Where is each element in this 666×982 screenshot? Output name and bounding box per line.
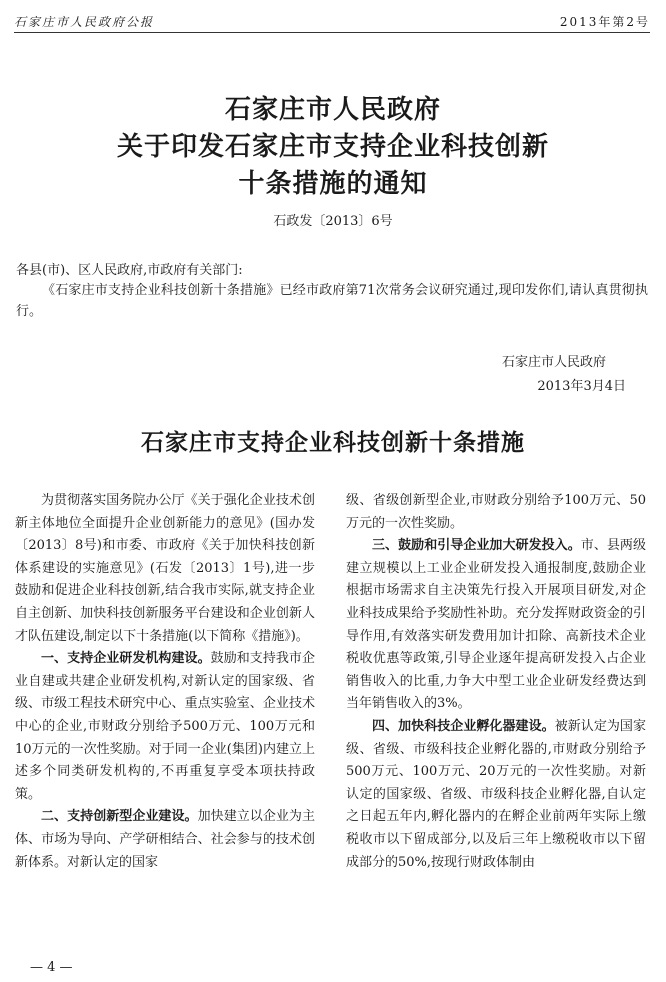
measure-text: 加快建立以企业为主体、市场为导向、产学研相结合、社会参与的技术创新体系。对新认定的国家 bbox=[15, 809, 315, 870]
notice-title-line: 关于印发石家庄市支持企业科技创新 bbox=[116, 132, 549, 162]
issue-number: 2013年第2号 bbox=[559, 15, 650, 29]
measure-text: 鼓励和支持我市企业自建或共建企业研发机构,对新认定的国家级、省级、市级工程技术研究中心、重点实验室、企业技术中心的企业,市财政分别给予500万元、100万元和10万元的一次性奖励。对于同一企业(集团)内建立上述多个同类研发机构的,不再重复享受本项扶持政策。 bbox=[15, 651, 315, 802]
running-header bbox=[14, 10, 650, 33]
measure-item-3 bbox=[346, 535, 646, 716]
measure-heading: 二、支持创新型企业建设。 bbox=[41, 809, 198, 825]
measure-item-1 bbox=[15, 648, 315, 806]
measure-item-2-continued: 级、省级创新型企业,市财政分别给予100万元、50万元的一次性奖励。 bbox=[346, 493, 646, 531]
notice-title bbox=[0, 92, 666, 203]
notice-body: 《石家庄市支持企业科技创新十条措施》已经市政府第71次常务会议研究通过,现印发你们,请认真贯彻执行。 bbox=[16, 283, 648, 319]
measure-heading: 一、支持企业研发机构建设。 bbox=[41, 651, 211, 667]
measure-text: 市、县两级建立规模以上工业企业研发投入通报制度,鼓励企业根据市场需求自主决策先行投入开展项目研发,对企业科技成果给予奖励性补助。充分发挥财政资金的引导作用,有效落实研发费用加计扣除、高新技术企业税收优惠等政策,引导企业逐年提高研发投入占企业销售收入的比重,力争大中型工业企业研发经费达到当年销售收入的3%。 bbox=[346, 538, 646, 712]
measure-item-4 bbox=[346, 716, 646, 874]
notice-title-line: 石家庄市人民政府 bbox=[224, 95, 441, 125]
publication-name: 石家庄市人民政府公报 bbox=[14, 15, 155, 29]
measure-heading: 三、鼓励和引导企业加大研发投入。 bbox=[372, 538, 581, 554]
document-number: 石政发〔2013〕6号 bbox=[273, 214, 393, 229]
issuer: 石家庄市人民政府 bbox=[501, 355, 606, 370]
measure-text: 被新认定为国家级、省级、市级科技企业孵化器的,市财政分别给予500万元、100万元、20万元的一次性奖励。对新认定的国家级、省级、市级科技企业孵化器,自认定之日起五年内,孵化器内的在孵企业前两年实际上缴税收市以下留成部分,以及后三年上缴税收市以下留成部分的50%,按现行财政体制由 bbox=[346, 718, 646, 870]
measure-item-2 bbox=[15, 806, 315, 874]
measure-heading: 四、加快科技企业孵化器建设。 bbox=[372, 718, 555, 734]
issue-date: 2013年3月4日 bbox=[537, 379, 626, 394]
salutation: 各县(市)、区人民政府,市政府有关部门: bbox=[16, 263, 243, 278]
measures-title: 石家庄市支持企业科技创新十条措施 bbox=[141, 430, 525, 456]
left-column bbox=[15, 490, 315, 874]
right-column bbox=[346, 490, 646, 874]
notice-title-line: 十条措施的通知 bbox=[238, 169, 428, 199]
measures-intro: 为贯彻落实国务院办公厅《关于强化企业技术创新主体地位全面提升企业创新能力的意见》(国办发〔2013〕8号)和市委、市政府《关于加快科技创新体系建设的实施意见》(石发〔2013〕1号),进一步鼓励和促进企业科技创新,结合我市实际,就支持企业自主创新、加快科技创新服务平台建设和企业创新人才队伍建设,制定以下十条措施(以下简称《措施》)。 bbox=[15, 493, 315, 644]
page-number: — 4 — bbox=[30, 960, 73, 975]
